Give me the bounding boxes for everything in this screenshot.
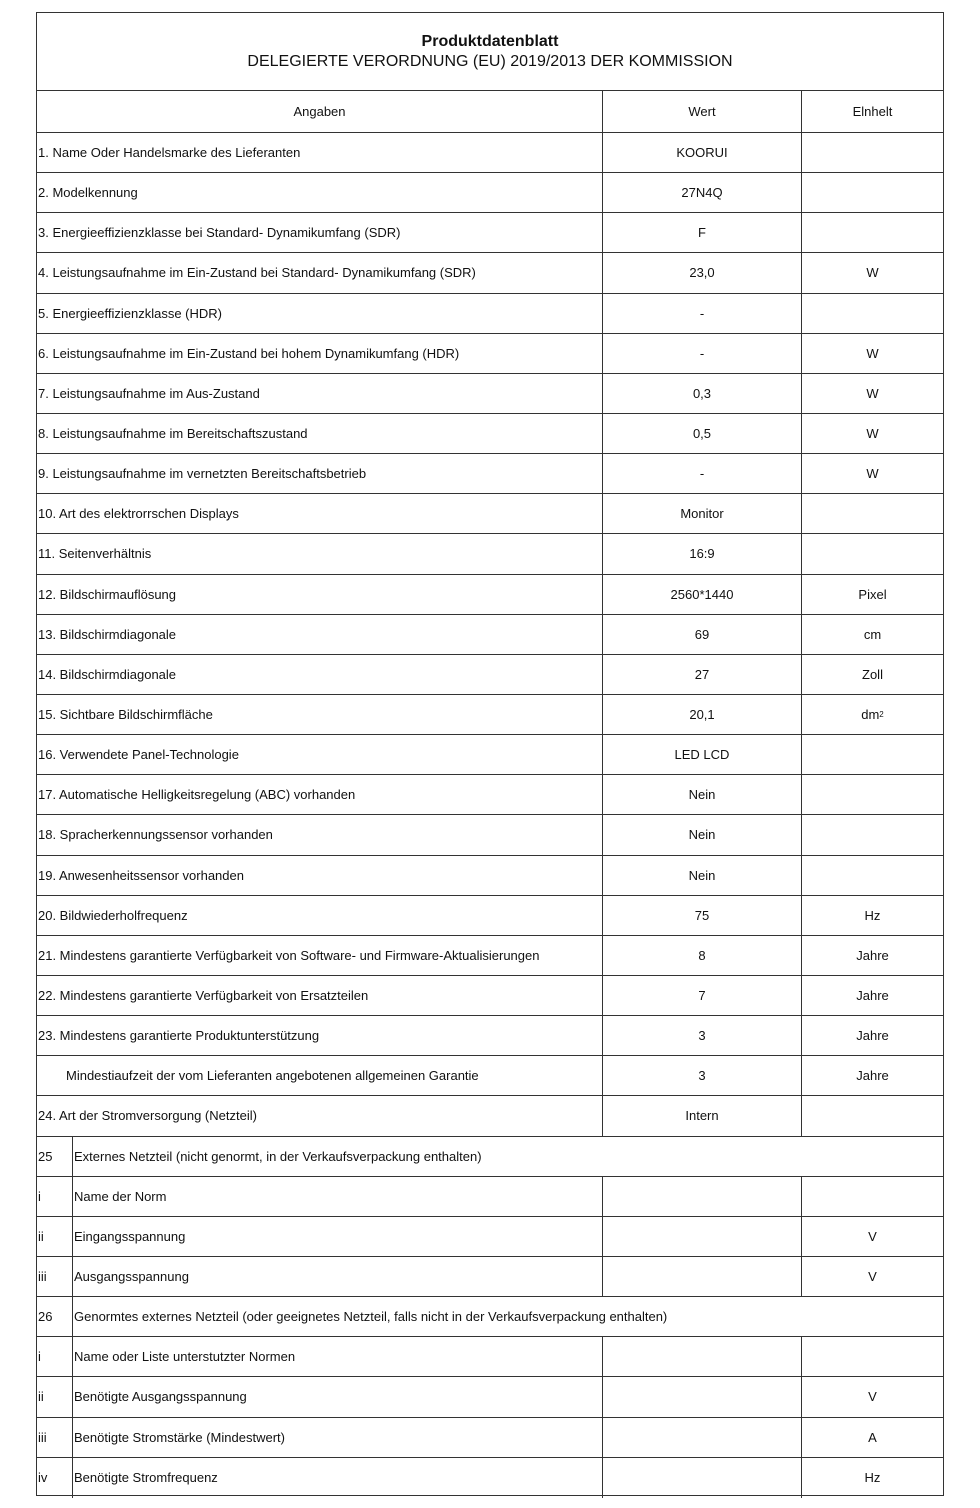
row-value: 0,5 [602, 414, 801, 453]
row-unit [801, 575, 943, 614]
section-header-row [37, 1297, 943, 1337]
section-item-row [37, 1337, 943, 1377]
table-row [37, 896, 943, 936]
row-label: 3. Energieeffizienzklasse bei Standard- Dynamikumfang (SDR) [38, 225, 401, 241]
row-unit-text: Hz [864, 907, 881, 923]
row-label: 24. Art der Stromversorgung (Netzteil) [38, 1108, 257, 1124]
table-row [37, 775, 943, 815]
row-unit [801, 213, 943, 252]
table-row [37, 1096, 943, 1136]
row-unit [801, 1056, 943, 1095]
row-unit [801, 815, 943, 854]
item-label: Name der Norm [72, 1177, 602, 1216]
section-item-row [37, 1418, 943, 1458]
table-row [37, 374, 943, 414]
row-unit-text: Jahre [856, 988, 889, 1004]
row-unit [801, 856, 943, 895]
row-value: Intern [602, 1096, 801, 1135]
row-unit [801, 615, 943, 654]
row-label: 1. Name Oder Handelsmarke des Lieferanten [38, 145, 301, 161]
item-unit [801, 1177, 943, 1216]
row-value: Nein [602, 856, 801, 895]
row-label: 2. Modelkennung [38, 185, 138, 201]
row-unit [801, 253, 943, 292]
table-row [37, 334, 943, 374]
item-label: Benötigte Stromstärke (Mindestwert) [72, 1418, 602, 1457]
table-row [37, 454, 943, 494]
item-number: iv [38, 1470, 48, 1486]
table-row [37, 655, 943, 695]
table-body [37, 133, 943, 1498]
column-header-label: Angaben [293, 104, 346, 119]
row-unit [801, 735, 943, 774]
row-value: - [602, 454, 801, 493]
row-value: Nein [602, 775, 801, 814]
row-value: 0,3 [602, 374, 801, 413]
row-unit-text: Jahre [856, 1068, 889, 1084]
section-item-row [37, 1377, 943, 1417]
item-label: Benötigte Ausgangsspannung [72, 1377, 602, 1416]
row-unit [801, 173, 943, 212]
row-label: 6. Leistungsaufnahme im Ein-Zustand bei hohem Dynamikumfang (HDR) [38, 345, 460, 361]
item-unit: A [801, 1418, 943, 1457]
table-row [37, 173, 943, 213]
item-label: Name oder Liste unterstutzter Normen [72, 1337, 602, 1376]
row-label: 21. Mindestens garantierte Verfügbarkeit von Software- und Firmware-Aktualisierungen [38, 947, 540, 963]
row-unit-text: W [866, 466, 879, 482]
row-value: F [602, 213, 801, 252]
table-row [37, 735, 943, 775]
table-row [37, 294, 943, 334]
row-label: 18. Spracherkennungssensor vorhanden [38, 827, 273, 843]
section-header-row [37, 1137, 943, 1177]
section-number: 25 [38, 1148, 53, 1164]
row-label: 22. Mindestens garantierte Verfügbarkeit von Ersatzteilen [38, 988, 369, 1004]
row-unit-text: Jahre [856, 947, 889, 963]
row-unit-text: W [866, 426, 879, 442]
row-unit [801, 454, 943, 493]
item-number: i [38, 1188, 41, 1204]
item-value [602, 1257, 801, 1296]
row-label: 9. Leistungsaufnahme im vernetzten Bereitschaftsbetrieb [38, 466, 367, 482]
row-value: 20,1 [602, 695, 801, 734]
row-label: 23. Mindestens garantierte Produktunterstützung [38, 1028, 320, 1044]
sheet-header [37, 13, 943, 91]
item-unit: Hz [801, 1458, 943, 1498]
section-item-row [37, 1177, 943, 1217]
row-value: 2560*1440 [602, 575, 801, 614]
row-label: 17. Automatische Helligkeitsregelung (ABC) vorhanden [38, 787, 356, 803]
table-row [37, 695, 943, 735]
table-row [37, 133, 943, 173]
item-number: i [38, 1349, 41, 1365]
row-unit-text: Zoll [862, 666, 883, 682]
row-label: 12. Bildschirmauflösung [38, 586, 177, 602]
row-label: 16. Verwendete Panel-Technologie [38, 747, 239, 763]
row-unit [801, 294, 943, 333]
section-title: Externes Netzteil (nicht genormt, in der Verkaufsverpackung enthalten) [72, 1137, 943, 1176]
row-unit [801, 976, 943, 1015]
row-label: 7. Leistungsaufnahme im Aus-Zustand [38, 385, 260, 401]
row-label: 4. Leistungsaufnahme im Ein-Zustand bei Standard- Dynamikumfang (SDR) [38, 265, 476, 281]
row-value: 27 [602, 655, 801, 694]
item-unit [801, 1337, 943, 1376]
item-value [602, 1217, 801, 1256]
row-unit [801, 374, 943, 413]
item-unit: V [801, 1217, 943, 1256]
item-value [602, 1377, 801, 1416]
row-label: 20. Bildwiederholfrequenz [38, 907, 188, 923]
row-unit [801, 494, 943, 533]
item-value [602, 1337, 801, 1376]
section-item-row [37, 1257, 943, 1297]
table-row [37, 213, 943, 253]
row-unit-text: W [866, 345, 879, 361]
item-number: iii [38, 1269, 47, 1284]
row-value: 7 [602, 976, 801, 1015]
table-row [37, 1016, 943, 1056]
row-unit [801, 414, 943, 453]
table-row [37, 815, 943, 855]
row-unit [801, 1016, 943, 1055]
item-label: Benötigte Stromfrequenz [72, 1458, 602, 1498]
item-number: ii [38, 1228, 44, 1244]
row-unit-text: W [866, 265, 879, 281]
row-label: Mindestiaufzeit der vom Lieferanten angebotenen allgemeinen Garantie [66, 1068, 479, 1084]
column-header-unit: Elnhelt [801, 91, 943, 132]
row-unit [801, 896, 943, 935]
section-title: Genormtes externes Netzteil (oder geeignetes Netzteil, falls nicht in der Verkaufsverpackung enthalten) [72, 1297, 943, 1336]
row-value: 3 [602, 1016, 801, 1055]
table-header-row [37, 91, 943, 133]
item-value [602, 1458, 801, 1498]
row-value: LED LCD [602, 735, 801, 774]
row-unit [801, 655, 943, 694]
row-label: 15. Sichtbare Bildschirmfläche [38, 707, 213, 723]
row-unit [801, 1096, 943, 1135]
row-value: 75 [602, 896, 801, 935]
row-unit [801, 936, 943, 975]
row-value: 27N4Q [602, 173, 801, 212]
table-row [37, 253, 943, 293]
item-number: iii [38, 1429, 47, 1445]
item-number: ii [38, 1389, 44, 1405]
row-unit [801, 334, 943, 373]
row-unit-text: cm [863, 626, 882, 642]
row-unit [801, 534, 943, 573]
table-row [37, 976, 943, 1016]
table-row [37, 1056, 943, 1096]
row-value: Monitor [602, 494, 801, 533]
section-item-row [37, 1217, 943, 1257]
row-unit-text: W [866, 385, 879, 401]
sheet-subtitle: DELEGIERTE VERORDNUNG (EU) 2019/2013 DER KOMMISSION [247, 53, 733, 70]
row-value: 16:9 [602, 534, 801, 573]
table-row [37, 494, 943, 534]
item-value [602, 1177, 801, 1216]
row-label: 10. Art des elektrorrschen Displays [38, 506, 239, 522]
row-value: 69 [602, 615, 801, 654]
item-unit: V [801, 1377, 943, 1416]
row-unit-text: Jahre [856, 1028, 889, 1044]
row-value: Nein [602, 815, 801, 854]
row-unit-text: dm [861, 707, 880, 723]
row-value: KOORUI [602, 133, 801, 172]
table-row [37, 615, 943, 655]
table-row [37, 856, 943, 896]
row-unit [801, 133, 943, 172]
item-label: Ausgangsspannung [72, 1257, 602, 1296]
row-label: 19. Anwesenheitssensor vorhanden [38, 867, 244, 883]
table-row [37, 534, 943, 574]
row-value: 23,0 [602, 253, 801, 292]
table-row [37, 936, 943, 976]
row-label: 11. Seitenverhältnis [38, 546, 152, 562]
section-number: 26 [38, 1309, 53, 1325]
row-value: - [602, 294, 801, 333]
row-label: 13. Bildschirmdiagonale [38, 626, 177, 642]
table-row [37, 414, 943, 454]
item-value [602, 1418, 801, 1457]
item-unit: V [801, 1257, 943, 1296]
product-data-sheet [36, 12, 944, 1496]
row-label: 5. Energieeffizienzklasse (HDR) [38, 305, 222, 321]
sheet-title: Produktdatenblatt [421, 33, 559, 50]
row-value: 3 [602, 1056, 801, 1095]
row-value: 8 [602, 936, 801, 975]
item-label: Eingangsspannung [72, 1217, 602, 1256]
column-header-value: Wert [602, 91, 801, 132]
row-unit [801, 775, 943, 814]
table-row [37, 575, 943, 615]
section-item-row [37, 1458, 943, 1498]
row-unit: dm 2 [801, 695, 943, 734]
row-value: - [602, 334, 801, 373]
row-unit-text: Pixel [858, 586, 887, 602]
row-label: 8. Leistungsaufnahme im Bereitschaftszustand [38, 426, 308, 442]
row-label: 14. Bildschirmdiagonale [38, 666, 177, 682]
